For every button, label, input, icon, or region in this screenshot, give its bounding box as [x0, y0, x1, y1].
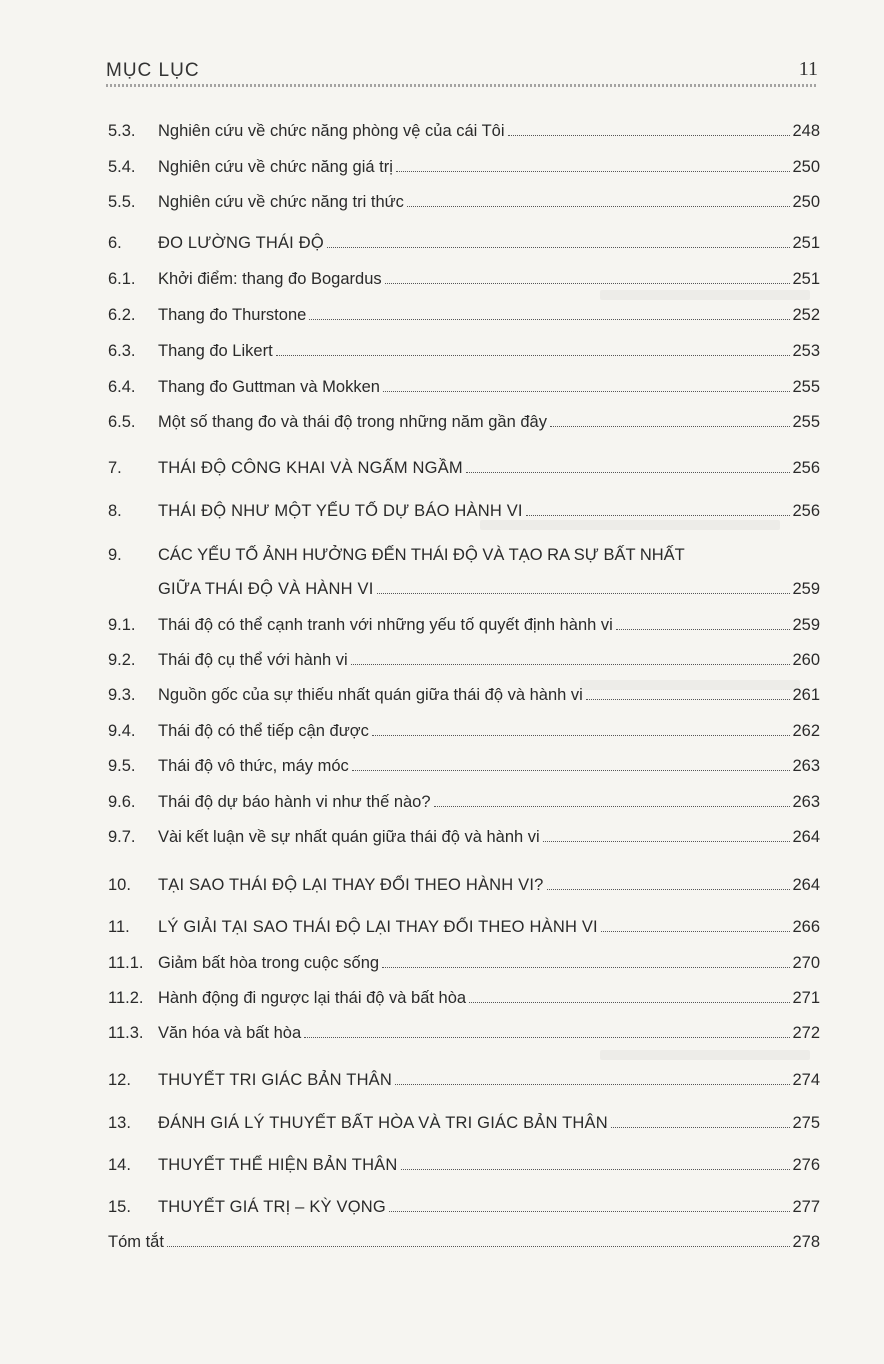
dot-leader: [469, 1002, 790, 1003]
toc-entry[interactable]: [106, 230, 820, 256]
entry-title: Thái độ có thể cạnh tranh với những yếu tố quyết định hành vi: [158, 616, 613, 634]
dot-leader: [385, 283, 791, 284]
entry-title: Thái độ cụ thể với hành vi: [158, 651, 348, 669]
entry-number: 14.: [108, 1156, 131, 1174]
dot-leader: [377, 593, 791, 594]
toc-entry[interactable]: [106, 950, 820, 976]
toc-entry[interactable]: [106, 498, 820, 524]
entry-number: 9.1.: [108, 616, 136, 634]
toc-entry[interactable]: [106, 154, 820, 180]
entry-title: Văn hóa và bất hòa: [158, 1024, 302, 1042]
entry-title: Thang đo Guttman và Mokken: [158, 378, 380, 396]
dot-leader: [550, 426, 790, 427]
entry-page: 253: [792, 342, 820, 360]
dot-leader: [327, 247, 791, 248]
toc-entry[interactable]: [106, 985, 820, 1011]
dot-leader: [383, 391, 791, 392]
toc-entry[interactable]: [106, 872, 820, 898]
entry-page: 250: [792, 193, 820, 211]
entry-number: 9.: [108, 546, 122, 564]
entry-page: 260: [792, 651, 820, 669]
dot-leader: [401, 1169, 791, 1170]
entry-page: 256: [792, 502, 820, 520]
toc-entry[interactable]: [106, 1067, 820, 1093]
entry-page: 252: [792, 306, 820, 324]
entry-number: 11.: [108, 918, 130, 936]
dot-leader: [396, 171, 791, 172]
dot-leader: [167, 1246, 791, 1247]
toc-entry[interactable]: [106, 189, 820, 215]
entry-page: 274: [792, 1071, 820, 1089]
dot-leader: [466, 472, 791, 473]
entry-title: Thái độ vô thức, máy móc: [158, 757, 349, 775]
entry-number: 6.3.: [108, 342, 136, 360]
dot-leader: [611, 1127, 791, 1128]
entry-title: Nghiên cứu về chức năng tri thức: [158, 193, 404, 211]
entry-page: 264: [792, 828, 820, 846]
toc-entry[interactable]: [106, 753, 820, 779]
entry-title: Thái độ có thể tiếp cận được: [158, 722, 369, 740]
entry-number: 6.2.: [108, 306, 136, 324]
entry-page: 262: [792, 722, 820, 740]
entry-page: 272: [792, 1024, 820, 1042]
entry-number: 9.2.: [108, 651, 136, 669]
toc-entry[interactable]: [106, 455, 820, 481]
toc-entry[interactable]: [106, 647, 820, 673]
toc-entry[interactable]: [106, 118, 820, 144]
dot-leader: [407, 206, 791, 207]
dot-leader: [526, 515, 791, 516]
dot-leader: [616, 629, 791, 630]
toc-entry-line1[interactable]: [106, 542, 820, 568]
toc-entry[interactable]: [106, 409, 820, 435]
dot-leader: [547, 889, 791, 890]
entry-title: Tóm tắt: [108, 1233, 164, 1251]
entry-page: 271: [792, 989, 820, 1007]
dot-leader: [372, 735, 791, 736]
entry-number: 6.1.: [108, 270, 136, 288]
entry-title-continued: GIỮA THÁI ĐỘ VÀ HÀNH VI: [158, 580, 374, 598]
dot-leader: [304, 1037, 790, 1038]
toc-entry[interactable]: [106, 789, 820, 815]
entry-page: 261: [792, 686, 820, 704]
entry-title: ĐÁNH GIÁ LÝ THUYẾT BẤT HÒA VÀ TRI GIÁC BẢN THÂN: [158, 1114, 608, 1132]
toc-entry[interactable]: [106, 1110, 820, 1136]
entry-number: 11.3.: [108, 1024, 144, 1042]
entry-page: 266: [792, 918, 820, 936]
page-number: 11: [798, 58, 818, 80]
entry-number: 6.4.: [108, 378, 136, 396]
entry-page: 278: [792, 1233, 820, 1251]
dot-leader: [586, 699, 791, 700]
entry-page: 255: [792, 413, 820, 431]
dot-leader: [276, 355, 791, 356]
entry-number: 5.4.: [108, 158, 136, 176]
entry-page: 263: [792, 793, 820, 811]
entry-title: ĐO LƯỜNG THÁI ĐỘ: [158, 234, 324, 252]
entry-page: 275: [792, 1114, 820, 1132]
entry-page: 264: [792, 876, 820, 894]
entry-number: 9.4.: [108, 722, 136, 740]
entry-number: 11.2.: [108, 989, 144, 1007]
dot-leader: [434, 806, 791, 807]
dot-leader: [389, 1211, 791, 1212]
entry-title: THÁI ĐỘ NHƯ MỘT YẾU TỐ DỰ BÁO HÀNH VI: [158, 502, 523, 520]
entry-page: 248: [792, 122, 820, 140]
toc-entry[interactable]: [106, 1020, 820, 1046]
entry-title: THÁI ĐỘ CÔNG KHAI VÀ NGẤM NGẦM: [158, 459, 463, 477]
entry-number: 9.6.: [108, 793, 136, 811]
entry-title: Vài kết luận về sự nhất quán giữa thái độ và hành vi: [158, 828, 540, 846]
dot-leader: [395, 1084, 790, 1085]
entry-number: 7.: [108, 459, 122, 477]
entry-title: Nguồn gốc của sự thiếu nhất quán giữa thái độ và hành vi: [158, 686, 583, 704]
dot-leader: [351, 664, 791, 665]
toc-entry[interactable]: [106, 718, 820, 744]
entry-page: 259: [792, 580, 820, 598]
entry-title: Hành động đi ngược lại thái độ và bất hòa: [158, 989, 467, 1007]
entry-title: THUYẾT GIÁ TRỊ – KỲ VỌNG: [158, 1198, 386, 1216]
entry-number: 15.: [108, 1198, 131, 1216]
entry-number: 9.3.: [108, 686, 136, 704]
entry-page: 255: [792, 378, 820, 396]
entry-number: 5.5.: [108, 193, 136, 211]
entry-page: 251: [792, 234, 820, 252]
dot-leader: [352, 770, 791, 771]
entry-number: 5.3.: [108, 122, 136, 140]
toc-entry[interactable]: [106, 824, 820, 850]
entry-page: 276: [792, 1156, 820, 1174]
entry-number: 11.1.: [108, 954, 144, 972]
entry-page: 250: [792, 158, 820, 176]
toc-entry[interactable]: [106, 374, 820, 400]
entry-title: Một số thang đo và thái độ trong những năm gần đây: [158, 413, 547, 431]
toc-entry[interactable]: [106, 612, 820, 638]
dot-leader: [309, 319, 790, 320]
toc-entry[interactable]: [106, 266, 820, 292]
toc-entry[interactable]: [106, 682, 820, 708]
toc-entry[interactable]: [106, 302, 820, 328]
entry-page: 259: [792, 616, 820, 634]
entry-number: 6.: [108, 234, 122, 252]
entry-number: 9.7.: [108, 828, 136, 846]
toc-entry-summary[interactable]: [106, 1229, 820, 1255]
toc-entry-line2[interactable]: [106, 576, 820, 602]
entry-page: 256: [792, 459, 820, 477]
entry-page: 270: [792, 954, 820, 972]
entry-title: Thang đo Thurstone: [158, 306, 307, 324]
entry-title: Nghiên cứu về chức năng phòng vệ của cái Tôi: [158, 122, 505, 140]
entry-title: Thái độ dự báo hành vi như thế nào?: [158, 793, 431, 811]
dot-leader: [508, 135, 791, 136]
dot-leader: [543, 841, 791, 842]
toc-entry[interactable]: [106, 1194, 820, 1220]
entry-title: LÝ GIẢI TẠI SAO THÁI ĐỘ LẠI THAY ĐỔI THEO HÀNH VI: [158, 918, 598, 936]
entry-number: 12.: [108, 1071, 131, 1089]
entry-title: Nghiên cứu về chức năng giá trị: [158, 158, 393, 176]
running-title: MỤC LỤC: [106, 60, 200, 81]
entry-title: TẠI SAO THÁI ĐỘ LẠI THAY ĐỔI THEO HÀNH VI?: [158, 876, 544, 894]
entry-number: 13.: [108, 1114, 131, 1132]
toc-entry[interactable]: [106, 1152, 820, 1178]
dot-leader: [601, 931, 791, 932]
entry-title: THUYẾT TRI GIÁC BẢN THÂN: [158, 1071, 393, 1089]
entry-title: Khởi điểm: thang đo Bogardus: [158, 270, 382, 288]
entry-title: CÁC YẾU TỐ ẢNH HƯỞNG ĐẾN THÁI ĐỘ VÀ TẠO RA SỰ BẤT NHẤT: [158, 546, 685, 564]
dot-leader: [382, 967, 790, 968]
entry-page: 277: [792, 1198, 820, 1216]
entry-number: 6.5.: [108, 413, 136, 431]
toc-entry[interactable]: [106, 914, 820, 940]
entry-title: Giảm bất hòa trong cuộc sống: [158, 954, 380, 972]
entry-page: 263: [792, 757, 820, 775]
entry-page: 251: [792, 270, 820, 288]
toc-entry[interactable]: [106, 338, 820, 364]
entry-title: Thang đo Likert: [158, 342, 273, 360]
entry-number: 9.5.: [108, 757, 136, 775]
entry-title: THUYẾT THỂ HIỆN BẢN THÂN: [158, 1156, 398, 1174]
entry-number: 10.: [108, 876, 131, 894]
entry-number: 8.: [108, 502, 122, 520]
